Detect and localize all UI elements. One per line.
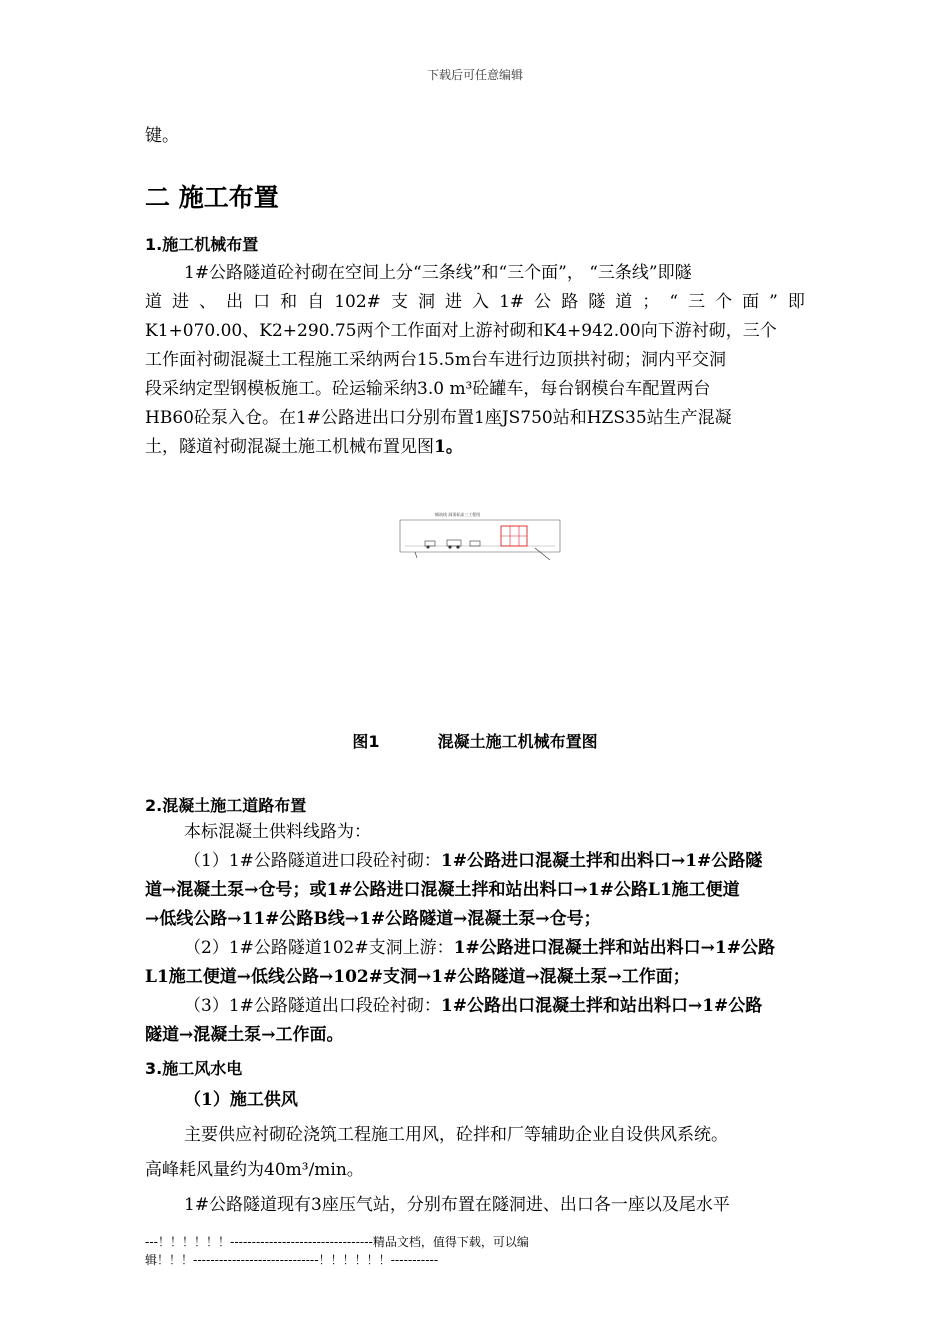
spaced-glyph: 支 — [390, 292, 408, 312]
section-title: 二 施工布置 — [145, 183, 279, 212]
figure-diagram — [395, 508, 565, 568]
s3-paragraph-2: 1#公路隧道现有3座压气站，分别布置在隧洞进、出口各一座以及尾水平 — [184, 1195, 730, 1215]
s1-line-5: 段采纳定型钢模板施工。砼运输采纳3.0 m³砼罐车，每台钢模台车配置两台 — [145, 379, 711, 399]
s2-item-1-cont-1: 道→混凝土泵→仓号；或1#公路进口混凝土拌和站出料口→1#公路L1施工便道 — [145, 880, 740, 900]
spaced-glyph: 102# — [334, 292, 381, 312]
previous-paragraph-tail: 键。 — [145, 126, 179, 146]
footer-line-2: 辑！！！-----------------------------！！！！！！----------- — [145, 1253, 439, 1267]
spaced-glyph: 道 — [615, 292, 633, 312]
s2-item-3: （3）1#公路隧道出口段砼衬砌：1#公路出口混凝土拌和站出料口→1#公路 — [184, 996, 763, 1016]
spaced-glyph: 自 — [307, 292, 325, 312]
figure-label: 图1 — [352, 732, 380, 751]
s1-line-6: HB60砼泵入仓。在1#公路进出口分别布置1座JS750站和HZS35站生产混凝 — [145, 408, 732, 428]
s1-line-1: 1#公路隧道砼衬砌在空间上分“三条线”和“三个面”， “三条线”即隧 — [184, 263, 692, 283]
spaced-glyph: 进 — [172, 292, 190, 312]
spaced-glyph: 出 — [226, 292, 244, 312]
s1-line-7: 土，隧道衬砌混凝土施工机械布置见图1。 — [145, 437, 463, 457]
spaced-glyph: 洞 — [417, 292, 435, 312]
footer-line-1: ---！！！！！！---------------------------------精品文档，值得下载，可以编 — [145, 1235, 529, 1249]
spaced-glyph: 和 — [280, 292, 298, 312]
figure-diagram-label: 铺筑线 洞顶标高三工程图 — [435, 512, 481, 517]
s2-item-2-cont: L1施工便道→低线公路→102#支洞→1#公路隧道→混凝土泵→工作面； — [145, 967, 690, 987]
spaced-glyph: 口 — [253, 292, 271, 312]
s2-item-1-cont-2: →低线公路→11#公路B线→1#公路隧道→混凝土泵→仓号； — [145, 909, 601, 929]
spaced-glyph: ” — [769, 292, 778, 312]
spaced-glyph: 三 — [688, 292, 706, 312]
spaced-glyph: 道 — [145, 292, 162, 312]
s2-item-2: （2）1#公路隧道102#支洞上游：1#公路进口混凝土拌和站出料口→1#公路 — [184, 938, 775, 958]
spaced-glyph: 入 — [472, 292, 490, 312]
subsection-2-title: 2.混凝土施工道路布置 — [145, 796, 307, 815]
s3-paragraph-1-cont: 高峰耗风量约为40m³/min。 — [145, 1160, 364, 1180]
spaced-glyph: “ — [669, 292, 679, 312]
subsection-3-title: 3.施工风水电 — [145, 1059, 243, 1078]
subsection-1-title: 1.施工机械布置 — [145, 235, 259, 254]
s1-line-2-spaced — [145, 292, 805, 312]
spaced-glyph: 面 — [742, 292, 760, 312]
s2-item-1: （1）1#公路隧道进口段砼衬砌：1#公路进口混凝土拌和出料口→1#公路隧 — [184, 851, 763, 871]
s2-intro: 本标混凝土供料线路为： — [184, 822, 371, 842]
figure-caption — [0, 729, 950, 752]
spaced-glyph: 隧 — [588, 292, 606, 312]
spaced-glyph: 个 — [715, 292, 733, 312]
spaced-glyph: 路 — [561, 292, 579, 312]
page-header: 下载后可任意编辑 — [426, 68, 523, 82]
s3-paragraph-1: 主要供应衬砌砼浇筑工程施工用风，砼拌和厂等辅助企业自设供风系统。 — [184, 1125, 728, 1145]
spaced-glyph: 公 — [534, 292, 552, 312]
s2-item-3-cont: 隧道→混凝土泵→工作面。 — [145, 1025, 344, 1045]
spaced-glyph: 即 — [787, 292, 805, 312]
spaced-glyph: 进 — [445, 292, 463, 312]
figure-title: 混凝土施工机械布置图 — [437, 732, 598, 751]
spaced-glyph: 1# — [499, 292, 525, 312]
s3-subheading: （1）施工供风 — [184, 1090, 298, 1110]
s1-line-4: 工作面衬砌混凝土工程施工采纳两台15.5m台车进行边顶拱衬砌；洞内平交洞 — [145, 350, 726, 370]
s1-line-3: K1+070.00、K2+290.75两个工作面对上游衬砌和K4+942.00向下游衬砌，三个 — [145, 321, 777, 341]
spaced-glyph: 、 — [199, 292, 217, 312]
spaced-glyph: ； — [642, 292, 660, 312]
